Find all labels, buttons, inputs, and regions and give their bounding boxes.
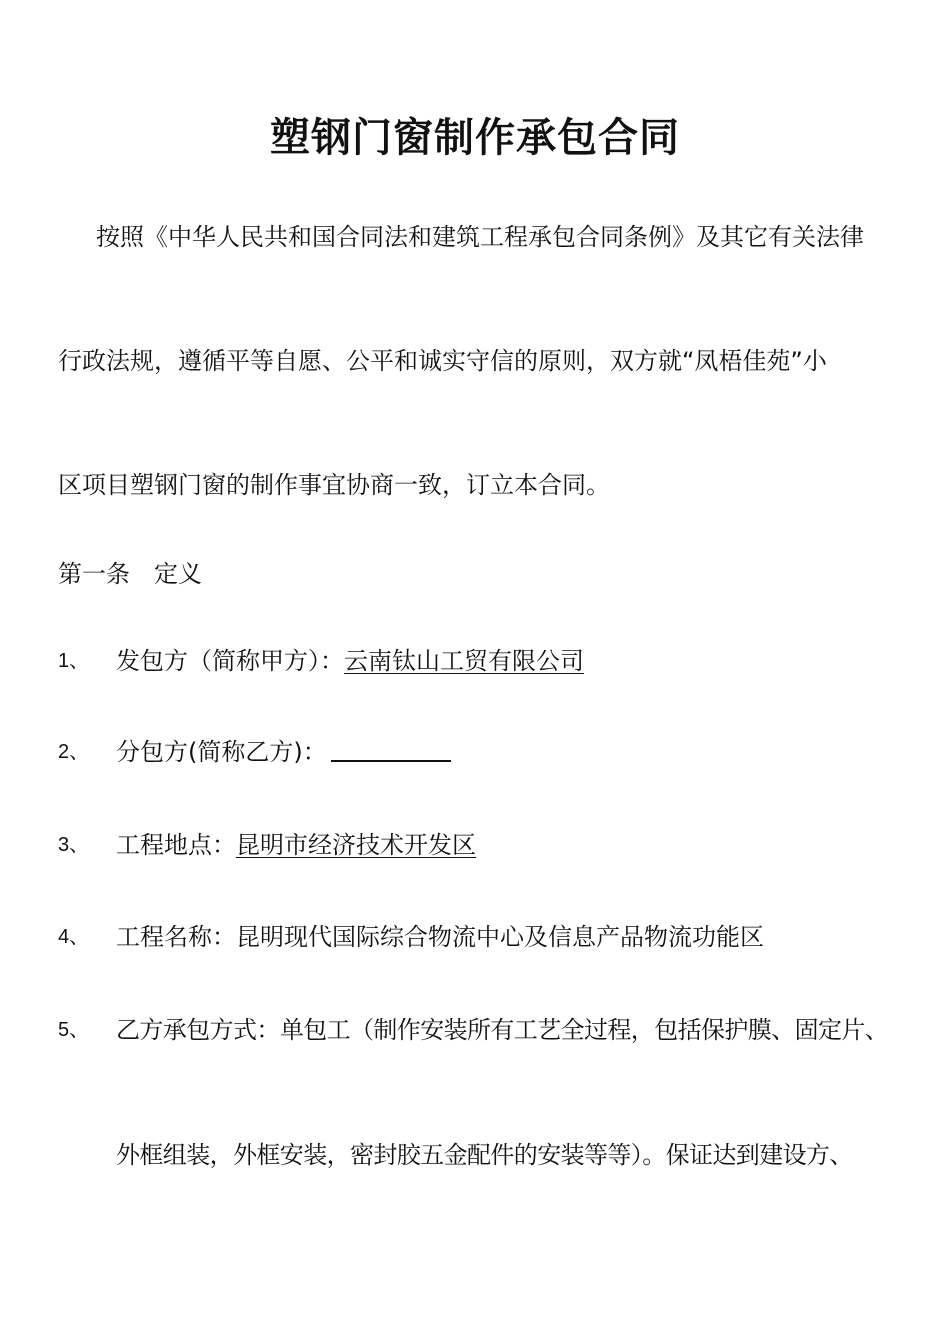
intro-line-2: 行政法规，遵循平等自愿、公平和诚实守信的原则，双方就“凤梧佳苑”小 (58, 347, 827, 375)
item-label: 分包方(简称乙方)： (116, 738, 327, 766)
item-label: 发包方（简称甲方）： (116, 647, 344, 675)
item-value: 单包工（制作安装所有工艺全过程，包括保护膜、固定片、 (279, 1016, 889, 1044)
item-label: 工程地点： (116, 831, 236, 859)
item-number: 5、 (58, 1019, 90, 1041)
item-value: 云南钛山工贸有限公司 (344, 647, 584, 675)
list-item (116, 1013, 888, 1047)
item-number: 1、 (58, 650, 90, 672)
item-number: 2、 (58, 741, 90, 763)
section-heading: 第一条 定义 (58, 560, 202, 588)
list-item (116, 644, 584, 678)
list-item (116, 735, 451, 769)
list-item (116, 828, 494, 862)
list-item (116, 920, 764, 954)
item-number: 4、 (58, 926, 90, 948)
item-value: 昆明市经济技术开发区 (236, 831, 476, 859)
item-value: 昆明现代国际综合物流中心及信息产品物流功能区 (236, 923, 764, 951)
intro-line-3: 区项目塑钢门窗的制作事宜协商一致，订立本合同。 (58, 471, 610, 499)
intro-line-1: 按照《中华人民共和国合同法和建筑工程承包合同条例》及其它有关法律 (96, 223, 864, 251)
item-label: 工程名称： (116, 923, 236, 951)
item-label: 乙方承包方式： (116, 1016, 280, 1044)
item-number: 3、 (58, 834, 90, 856)
blank-underline (331, 738, 451, 762)
item-continuation: 外框组装，外框安装，密封胶五金配件的安装等等）。保证达到建设方、 (116, 1141, 853, 1169)
document-title: 塑钢门窗制作承包合同 (270, 115, 680, 161)
